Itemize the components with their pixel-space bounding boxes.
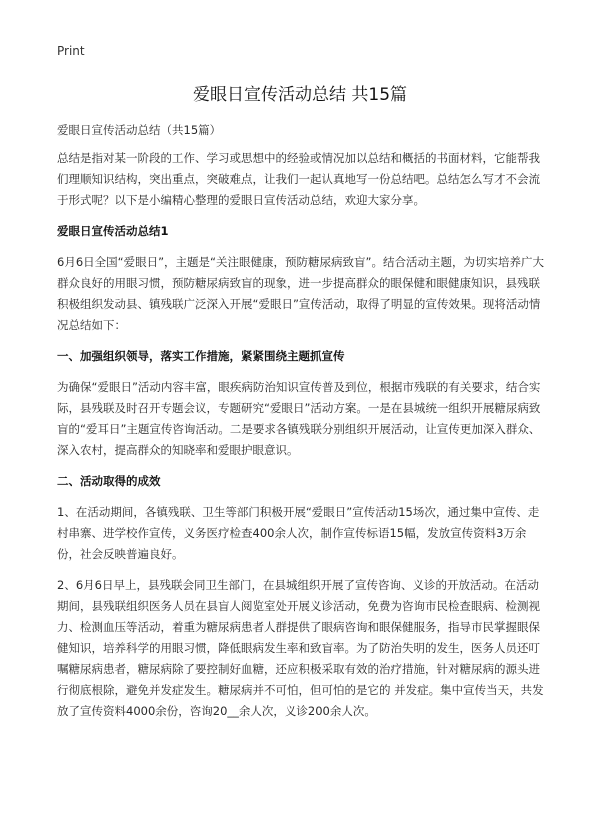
section-title: 爱眼日宣传活动总结1	[57, 224, 169, 238]
print-label: Print	[57, 44, 85, 58]
intro-paragraph: 总结是指对某一阶段的工作、学习或思想中的经验或情况加以总结和概括的书面材料，它能帮我们理顺知识结构，突出重点，突破难点，让我们一起认真地写一份总结吧。总结怎么写才不会流于形式呢？以下是小编精心整理的爱眼日宣传活动总结，欢迎大家分享。	[57, 151, 540, 207]
heading-1: 一、加强组织领导，落实工作措施，紧紧围绕主题抓宣传	[57, 349, 345, 363]
paragraph-4: 2、6月6日早上，县残联会同卫生部门，在县城组织开展了宣传咨询、义诊的开放活动。在活动期间，县残联组织医务人员在县盲人阅览室处开展义诊活动，免费为咨询市民检查眼病、检测视力、检测血压等活动，着重为糖尿病患者人群提供了眼病咨询和眼保健服务，指导市民掌握眼保健知识，培养科学的用眼习惯，降低眼病发生率和致盲率。为了防治失明的发生，医务人员还叮嘱糖尿病患者，糖尿病除了要控制好血糖，还应积极采取有效的治疗措施，针对糖尿病的源头进行彻底根除，避免并发症发生。糖尿病并不可怕，但可怕的是它的 并发症。集中宣传当天，共发放了宣传资料4000余份，咨询20__余人次，义诊200余人次。	[57, 578, 544, 718]
paragraph-2: 为确保“爱眼日”活动内容丰富，眼疾病防治知识宣传普及到位，根据市残联的有关要求，结合实际，县残联及时召开专题会议，专题研究“爱眼日”活动方案。一是在县城统一组织开展糖尿病致盲的“爱耳日”主题宣传咨询活动。二是要求各镇残联分别组织开展活动，让宣传更加深入群众、深入农村，提高群众的知晓率和爱眼护眼意识。	[57, 380, 541, 457]
paragraph-1: 6月6日全国“爱眼日”，主题是“关注眼健康，预防糖尿病致盲”。结合活动主题，为切实培养广大群众良好的用眼习惯，预防糖尿病致盲的现象，进一步提高群众的眼保健和眼健康知识，县残联积极组织发动县、镇残联广泛深入开展“爱眼日”宣传活动，取得了明显的宣传效果。现将活动情况总结如下：	[57, 255, 544, 332]
document-title: 爱眼日宣传活动总结 共15篇	[192, 85, 408, 105]
document-subtitle: 爱眼日宣传活动总结（共15篇）	[57, 123, 222, 137]
paragraph-3: 1、在活动期间，各镇残联、卫生等部门积极开展“爱眼日”宣传活动15场次，通过集中宣传、走村串寨、进学校作宣传，义务医疗检查400余人次，制作宣传标语15幅，发放宣传资料3万余份，社会反映普遍良好。	[57, 505, 540, 561]
heading-2: 二、活动取得的成效	[57, 474, 161, 488]
document-body	[57, 120, 547, 732]
